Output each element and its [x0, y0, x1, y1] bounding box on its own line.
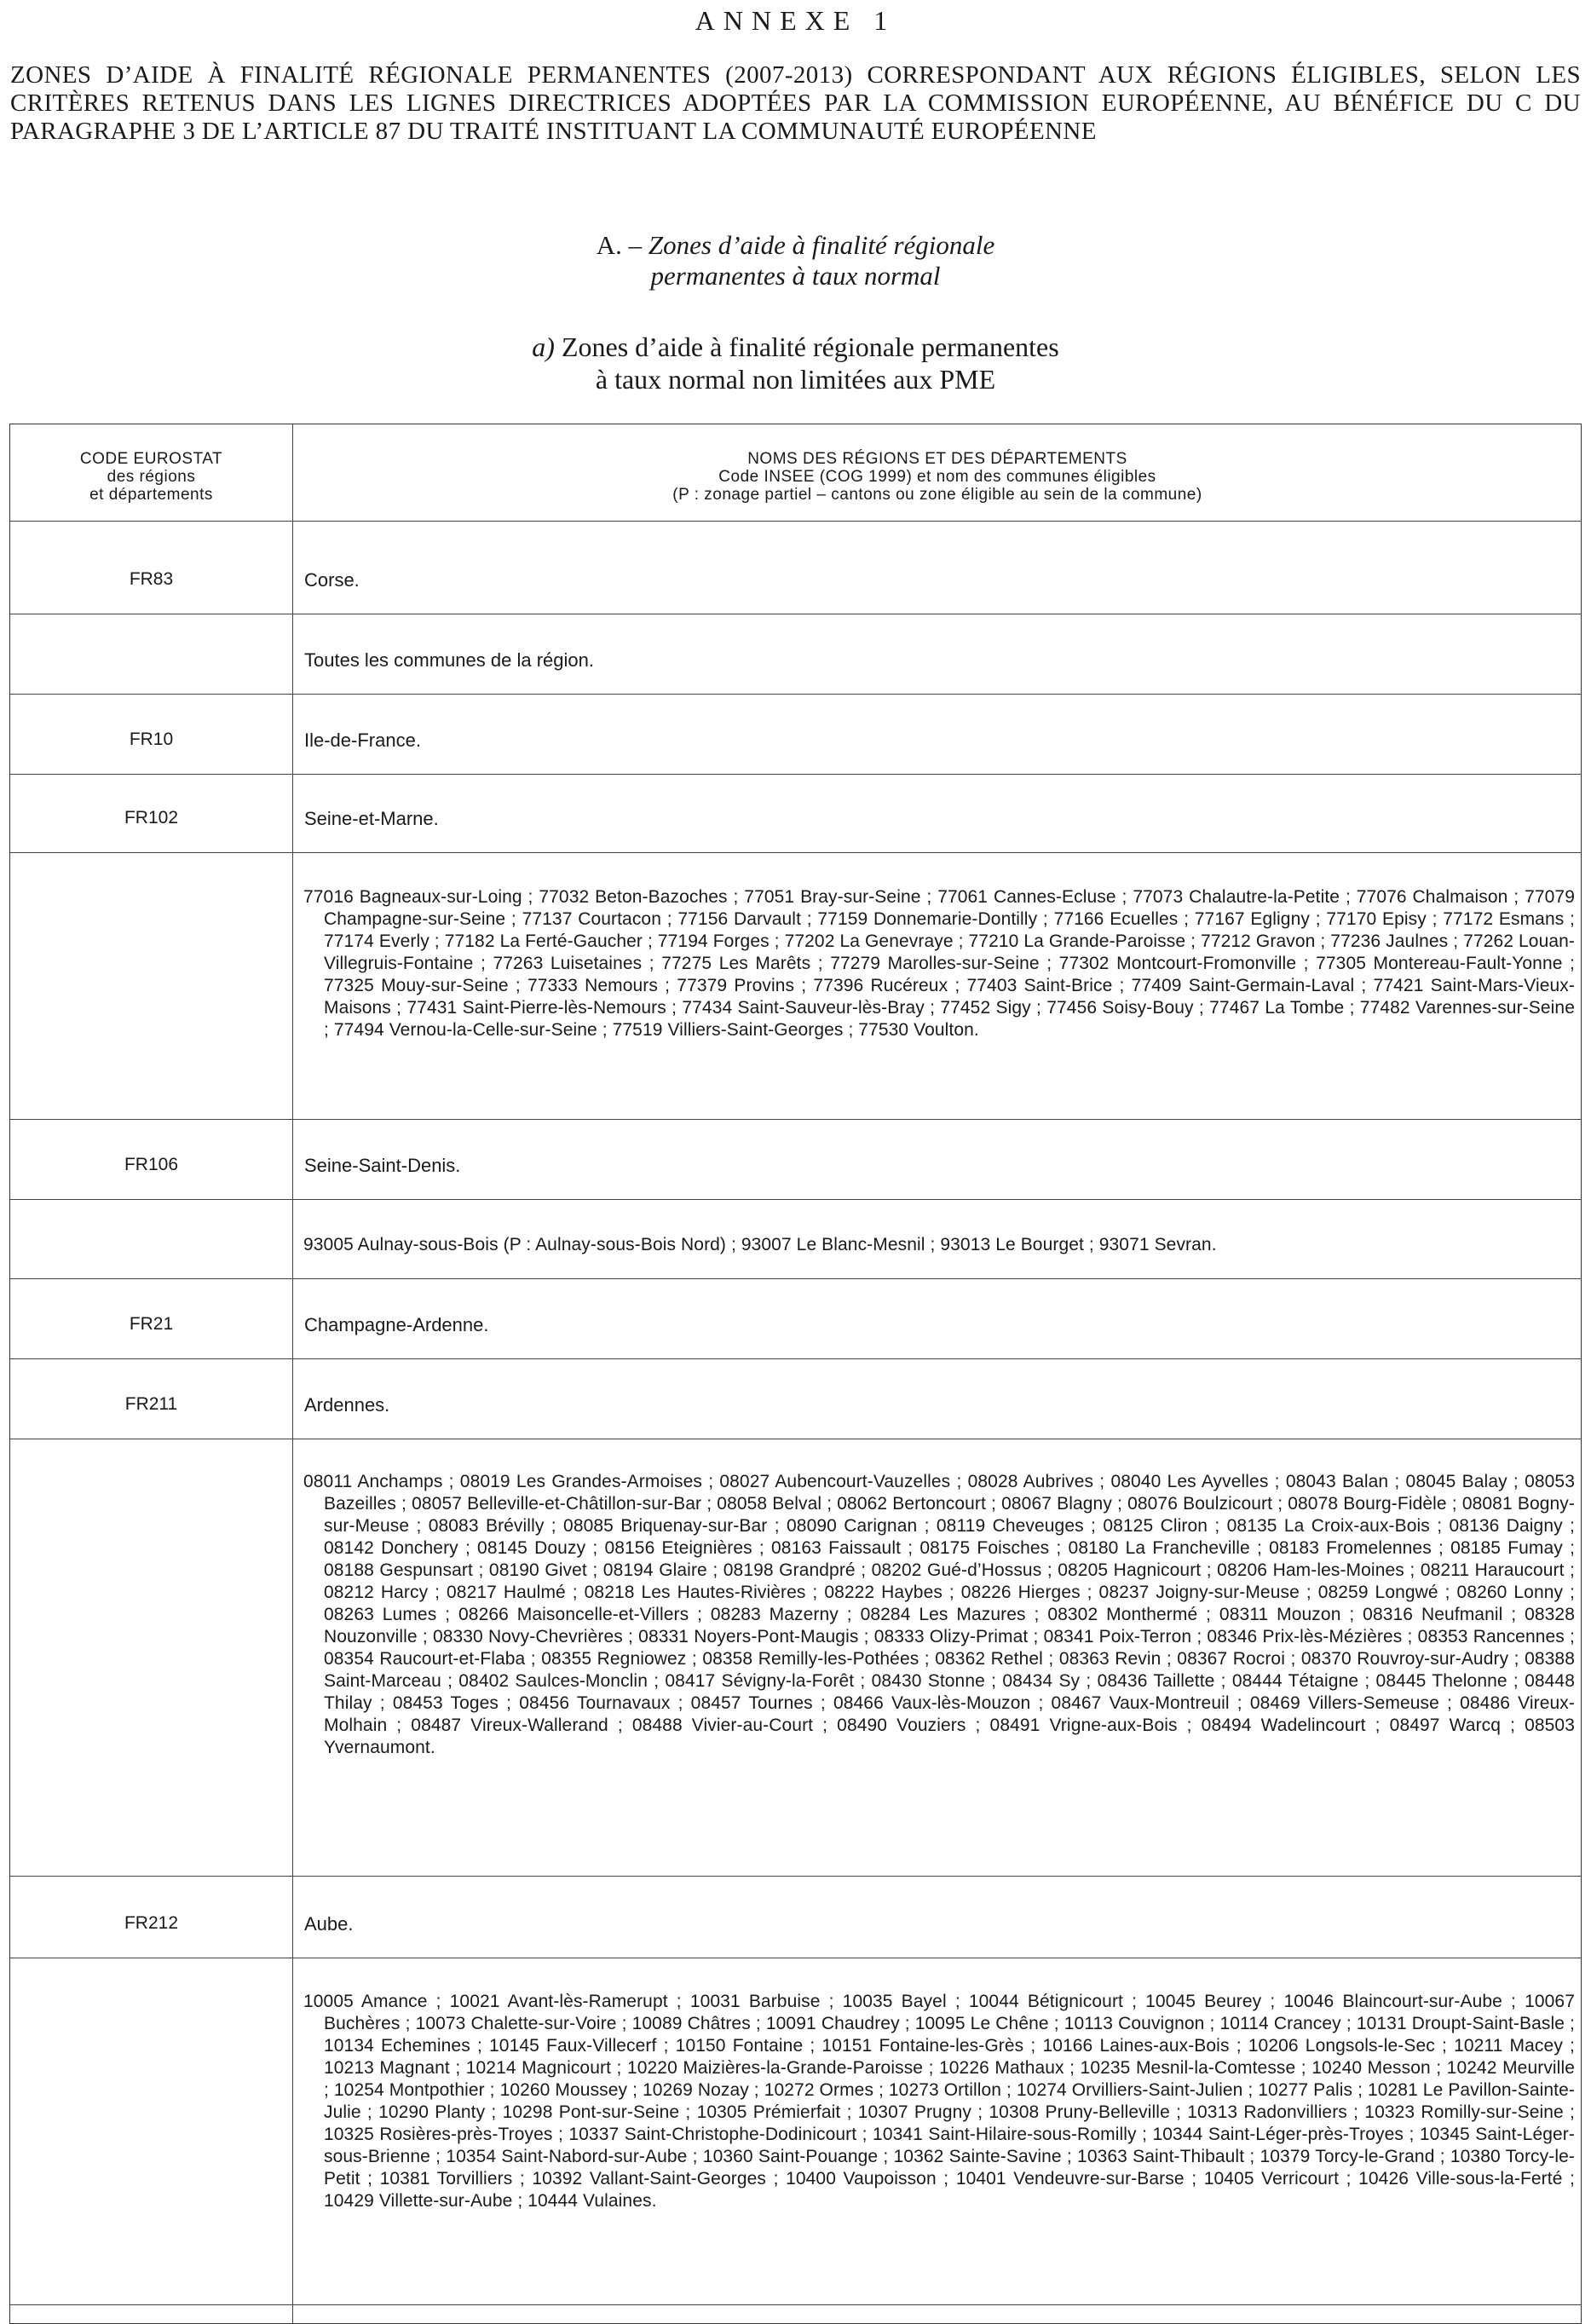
subsection-a-heading — [0, 331, 1591, 395]
header-right-line: (P : zonage partiel – cantons ou zone éligible au sein de la commune) — [672, 486, 1202, 504]
eurostat-code: FR21 — [129, 1314, 174, 1334]
header-left-line: CODE EUROSTAT — [79, 450, 223, 468]
row-divider — [10, 694, 1581, 695]
header-eurostat-code — [10, 450, 292, 504]
row-divider — [10, 1876, 1581, 1877]
communes-list: 93005 Aulnay-sous-Bois (P : Aulnay-sous-Bois Nord) ; 93007 Le Blanc-Mesnil ; 93013 Le Bourget ; 93071 Sevran. — [303, 1235, 1217, 1254]
subsection-a-line2: à taux normal non limitées aux PME — [595, 364, 996, 395]
eurostat-code: FR102 — [124, 808, 179, 828]
main-heading: ZONES D’AIDE À FINALITÉ RÉGIONALE PERMANENTES (2007-2013) CORRESPONDANT AUX RÉGIONS ÉLIGIBLES, SELON LES CRITÈRES RETENUS DANS LES LIGNES DIRECTRICES ADOPTÉES PAR LA COMMISSION EUROPÉENNE, AU BÉNÉFICE DU C DU PARAGRAPHE 3 DE L’ARTICLE 87 DU TRAITÉ INSTITUANT LA COMMUNAUTÉ EUROPÉENNE — [10, 61, 1581, 145]
header-right-line: NOMS DES RÉGIONS ET DES DÉPARTEMENTS — [747, 450, 1127, 468]
section-a-line1: Zones d’aide à finalité régionale — [648, 230, 995, 260]
communes-list: 77016 Bagneaux-sur-Loing ; 77032 Beton-Bazoches ; 77051 Bray-sur-Seine ; 77061 Cannes-Ecluse ; 77073 Chalautre-la-Petite ; 77076 Chalmaison ; 77079 Champagne-sur-Seine ; 77137 Courtacon ; 77156 Darvault ; 77159 Donnemarie-Dontilly ; 77166 Ecuelles ; 77167 Egligny ; 77170 Episy ; 77172 Esmans ; 77174 Everly ; 77182 La Ferté-Gaucher ; 77194 Forges ; 77202 La Genevraye ; 77210 La Grande-Paroisse ; 77212 Gravon ; 77236 Jaulnes ; 77262 Louan-Villegruis-Fontaine ; 77263 Luisetaines ; 77275 Les Marêts ; 77279 Marolles-sur-Seine ; 77302 Montcourt-Fromonville ; 77305 Montereau-Fault-Yonne ; 77325 Mouy-sur-Seine ; 77333 Nemours ; 77379 Provins ; 77396 Rucéreux ; 77403 Saint-Brice ; 77409 Saint-Germain-Laval ; 77421 Saint-Mars-Vieux-Maisons ; 77431 Saint-Pierre-lès-Nemours ; 77434 Saint-Sauveur-lès-Bray ; 77452 Sigy ; 77456 Soisy-Bouy ; 77467 La Tombe ; 77482 Varennes-sur-Seine ; 77494 Vernou-la-Celle-sur-Seine ; 77519 Villiers-Saint-Georges ; 77530 Voulton. — [303, 887, 1575, 1040]
row-divider — [10, 1278, 1581, 1279]
section-a-heading — [0, 230, 1591, 291]
department-name: Seine-Saint-Denis. — [304, 1155, 461, 1176]
header-left-line: des régions — [107, 468, 196, 486]
column-divider — [292, 424, 293, 2323]
row-divider — [10, 521, 1581, 522]
communes-list: 08011 Anchamps ; 08019 Les Grandes-Armoises ; 08027 Aubencourt-Vauzelles ; 08028 Aubrives ; 08040 Les Ayvelles ; 08043 Balan ; 08045 Balay ; 08053 Bazeilles ; 08057 Belleville-et-Châtillon-sur-Bar ; 08058 Belval ; 08062 Bertoncourt ; 08067 Blagny ; 08076 Boulzicourt ; 08078 Bourg-Fidèle ; 08081 Bogny-sur-Meuse ; 08083 Brévilly ; 08085 Briquenay-sur-Bar ; 08090 Carignan ; 08119 Cheveuges ; 08125 Cliron ; 08135 La Croix-aux-Bois ; 08136 Daigny ; 08142 Donchery ; 08145 Douzy ; 08156 Eteignières ; 08163 Faissault ; 08175 Foisches ; 08180 La Francheville ; 08183 Fromelennes ; 08185 Fumay ; 08188 Gespunsart ; 08190 Givet ; 08194 Glaire ; 08198 Grandpré ; 08202 Gué-d’Hossus ; 08205 Hagnicourt ; 08206 Ham-les-Moines ; 08211 Haraucourt ; 08212 Harcy ; 08217 Haulmé ; 08218 Les Hautes-Rivières ; 08222 Haybes ; 08226 Hierges ; 08237 Joigny-sur-Meuse ; 08259 Longwé ; 08260 Lonny ; 08263 Lumes ; 08266 Maisoncelle-et-Villers ; 08283 Mazerny ; 08284 Les Mazures ; 08302 Monthermé ; 08311 Mouzon ; 08316 Neufmanil ; 08328 Nouzonville ; 08330 Novy-Chevrières ; 08331 Noyers-Pont-Maugis ; 08333 Olizy-Primat ; 08341 Poix-Terron ; 08346 Prix-lès-Mézières ; 08353 Rancennes ; 08354 Raucourt-et-Flaba ; 08355 Regniowez ; 08358 Remilly-les-Pothées ; 08362 Rethel ; 08363 Revin ; 08367 Rocroi ; 08370 Rouvroy-sur-Audry ; 08388 Saint-Marceau ; 08402 Saulces-Monclin ; 08417 Sévigny-la-Forêt ; 08430 Stonne ; 08434 Sy ; 08436 Taillette ; 08444 Tétaigne ; 08445 Thelonne ; 08448 Thilay ; 08453 Toges ; 08456 Tournavaux ; 08457 Tournes ; 08466 Vaux-lès-Mouzon ; 08467 Vaux-Montreuil ; 08469 Villers-Semeuse ; 08486 Vireux-Molhain ; 08487 Vireux-Wallerand ; 08488 Vivier-au-Court ; 08490 Vouziers ; 08491 Vrigne-aux-Bois ; 08494 Wadelincourt ; 08497 Warcq ; 08503 Yvernaumont. — [303, 1472, 1575, 1757]
header-region-names — [292, 450, 1582, 504]
department-name: Seine-et-Marne. — [304, 808, 439, 829]
region-note: Toutes les communes de la région. — [304, 649, 594, 671]
row-divider — [10, 774, 1581, 775]
region-name: Corse. — [304, 569, 360, 591]
eurostat-code: FR10 — [129, 729, 174, 749]
eurostat-code: FR211 — [124, 1394, 178, 1414]
subsection-a-line1: Zones d’aide à finalité régionale permanentes — [554, 332, 1059, 362]
eurostat-code: FR83 — [129, 569, 174, 589]
header-right-line: Code INSEE (COG 1999) et nom des communes éligibles — [718, 468, 1156, 486]
row-divider — [10, 1199, 1581, 1200]
department-name: Ardennes. — [304, 1394, 390, 1416]
eurostat-code: FR106 — [124, 1155, 179, 1174]
eurostat-code: FR212 — [124, 1913, 179, 1933]
department-name: Aube. — [304, 1913, 354, 1935]
row-divider — [10, 2304, 1581, 2305]
section-a-prefix: A. – — [596, 230, 649, 260]
section-a-line2: permanentes à taux normal — [650, 261, 941, 291]
row-divider — [10, 1119, 1581, 1120]
subsection-a-prefix: a) — [532, 332, 555, 362]
regions-table — [9, 424, 1582, 2324]
row-divider — [10, 1358, 1581, 1359]
region-name: Champagne-Ardenne. — [304, 1314, 489, 1335]
header-left-line: et départements — [89, 486, 213, 504]
annex-title: ANNEXE 1 — [695, 5, 896, 36]
communes-list: 10005 Amance ; 10021 Avant-lès-Ramerupt ; 10031 Barbuise ; 10035 Bayel ; 10044 Bétignicourt ; 10045 Beurey ; 10046 Blaincourt-sur-Aube ; 10067 Buchères ; 10073 Chalette-sur-Voire ; 10089 Châtres ; 10091 Chaudrey ; 10095 Le Chêne ; 10113 Couvignon ; 10114 Crancey ; 10131 Droupt-Saint-Basle ; 10134 Echemines ; 10145 Faux-Villecerf ; 10150 Fontaine ; 10151 Fontaine-les-Grès ; 10166 Laines-aux-Bois ; 10206 Longsols-le-Sec ; 10211 Macey ; 10213 Magnant ; 10214 Magnicourt ; 10220 Maizières-la-Grande-Paroisse ; 10226 Mathaux ; 10235 Mesnil-la-Comtesse ; 10240 Messon ; 10242 Meurville ; 10254 Montpothier ; 10260 Moussey ; 10269 Nozay ; 10272 Ormes ; 10273 Ortillon ; 10274 Orvilliers-Saint-Julien ; 10277 Palis ; 10281 Le Pavillon-Sainte-Julie ; 10290 Planty ; 10298 Pont-sur-Seine ; 10305 Prémierfait ; 10307 Prugny ; 10308 Pruny-Belleville ; 10313 Radonvilliers ; 10323 Romilly-sur-Seine ; 10325 Rosières-près-Troyes ; 10337 Saint-Christophe-Dodinicourt ; 10341 Saint-Hilaire-sous-Romilly ; 10344 Saint-Léger-près-Troyes ; 10345 Saint-Léger-sous-Brienne ; 10354 Saint-Nabord-sur-Aube ; 10360 Saint-Pouange ; 10362 Sainte-Savine ; 10363 Saint-Thibault ; 10379 Torcy-le-Grand ; 10380 Torcy-le-Petit ; 10381 Torvilliers ; 10392 Vallant-Saint-Georges ; 10400 Vaupoisson ; 10401 Vendeuvre-sur-Barse ; 10405 Verricourt ; 10426 Ville-sous-la-Ferté ; 10429 Villette-sur-Aube ; 10444 Vulaines. — [303, 1992, 1575, 2211]
region-name: Ile-de-France. — [304, 729, 421, 751]
row-divider — [10, 852, 1581, 853]
